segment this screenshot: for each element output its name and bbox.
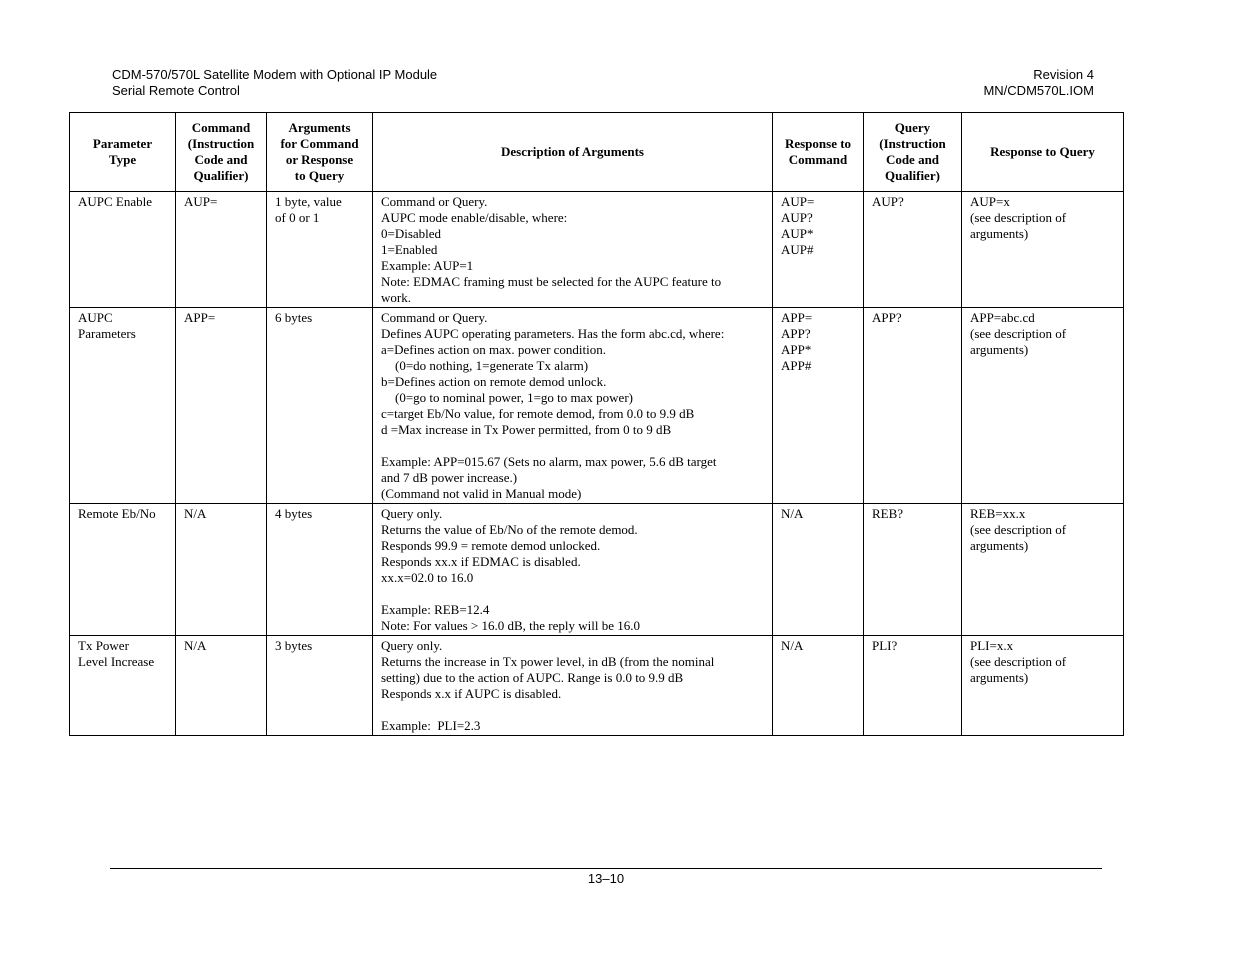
cell-line: Command or Query. — [381, 310, 488, 325]
command-cell — [176, 636, 267, 736]
table-body — [70, 192, 1124, 736]
document-title: CDM-570/570L Satellite Modem with Optional IP Module — [112, 67, 438, 82]
command-table — [69, 112, 1124, 736]
cell-line: Query only. — [381, 506, 443, 521]
page-header-right — [983, 67, 1094, 99]
header-line: Parameter — [92, 136, 153, 151]
cell-line: setting) due to the action of AUPC. Range is 0.0 to 9.9 dB — [381, 670, 684, 685]
response-to-command-cell — [773, 504, 864, 636]
cell-line: AUPC mode enable/disable, where: — [381, 210, 568, 225]
cell-line: AUP= — [781, 194, 815, 209]
response-to-command-cell — [773, 192, 864, 308]
query-cell — [864, 308, 962, 504]
cell-line: AUP# — [781, 242, 814, 257]
cell-line: AUPC — [78, 310, 113, 325]
command-cell — [176, 192, 267, 308]
cell-line — [381, 586, 766, 602]
cell-line: (see description of — [970, 210, 1067, 225]
cell-line: APP= — [781, 310, 813, 325]
cell-line: Example: REB=12.4 — [381, 602, 490, 617]
cell-line: Remote Eb/No — [78, 506, 156, 521]
cell-line: 0=Disabled — [381, 226, 442, 241]
response-to-command-cell — [773, 308, 864, 504]
cell-line: APP=abc.cd — [970, 310, 1035, 325]
header-line: (Instruction — [187, 136, 255, 151]
cell-line: APP# — [781, 358, 812, 373]
cell-line: REB? — [872, 506, 904, 521]
response-to-query-cell — [962, 308, 1124, 504]
description-cell — [373, 504, 773, 636]
arguments-header — [267, 113, 373, 192]
header-line: Description of Arguments — [501, 144, 644, 159]
cell-line: arguments) — [970, 226, 1029, 241]
cell-line: 1=Enabled — [381, 242, 438, 257]
cell-line: Defines AUPC operating parameters. Has the form abc.cd, where: — [381, 326, 725, 341]
query-cell — [864, 636, 962, 736]
cell-line: (Command not valid in Manual mode) — [381, 486, 582, 501]
arguments-cell — [267, 308, 373, 504]
response-to-query-header — [962, 113, 1124, 192]
footer-divider — [110, 868, 1102, 869]
header-line: Type — [108, 152, 137, 167]
cell-line: 4 bytes — [275, 506, 313, 521]
cell-line: and 7 dB power increase.) — [381, 470, 518, 485]
cell-line: AUPC Enable — [78, 194, 153, 209]
header-line: Query — [894, 120, 931, 135]
cell-line: AUP=x — [970, 194, 1010, 209]
query-header — [864, 113, 962, 192]
header-line: Response to Query — [990, 144, 1095, 159]
cell-line: N/A — [781, 506, 804, 521]
header-line: or Response — [285, 152, 354, 167]
cell-line: PLI=x.x — [970, 638, 1014, 653]
description-header — [373, 113, 773, 192]
page-number: 13–10 — [587, 871, 625, 886]
cell-line: Parameters — [78, 326, 136, 341]
parameter-type-cell — [70, 636, 176, 736]
table-row — [70, 308, 1124, 504]
parameter-type-header — [70, 113, 176, 192]
cell-line: of 0 or 1 — [275, 210, 320, 225]
cell-line: a=Defines action on max. power condition. — [381, 342, 607, 357]
response-to-query-cell — [962, 636, 1124, 736]
header-line: to Query — [294, 168, 345, 183]
arguments-cell — [267, 192, 373, 308]
command-header — [176, 113, 267, 192]
cell-line: Tx Power — [78, 638, 129, 653]
table-row — [70, 636, 1124, 736]
response-to-command-cell — [773, 636, 864, 736]
cell-line: REB=xx.x — [970, 506, 1026, 521]
header-line: Arguments — [288, 120, 351, 135]
cell-line: AUP? — [872, 194, 904, 209]
section-title: Serial Remote Control — [112, 83, 240, 98]
table-row — [70, 504, 1124, 636]
cell-line: Responds xx.x if EDMAC is disabled. — [381, 554, 581, 569]
cell-line: (0=go to nominal power, 1=go to max power) — [395, 390, 633, 405]
cell-line: (see description of — [970, 326, 1067, 341]
cell-line: (see description of — [970, 654, 1067, 669]
header-line: Code and — [194, 152, 248, 167]
header-line: for Command — [280, 136, 359, 151]
header-line: Code and — [885, 152, 940, 167]
cell-line: 3 bytes — [275, 638, 313, 653]
cell-line: (see description of — [970, 522, 1067, 537]
description-cell — [373, 192, 773, 308]
cell-line: AUP? — [781, 210, 813, 225]
cell-line: work. — [381, 290, 411, 305]
cell-line: (0=do nothing, 1=generate Tx alarm) — [395, 358, 589, 373]
query-cell — [864, 504, 962, 636]
header-line: (Instruction — [879, 136, 946, 151]
cell-line: Query only. — [381, 638, 443, 653]
cell-line: b=Defines action on remote demod unlock. — [381, 374, 607, 389]
revision-label: Revision 4 — [1033, 67, 1094, 82]
cell-line: 6 bytes — [275, 310, 313, 325]
arguments-cell — [267, 636, 373, 736]
cell-line: d =Max increase in Tx Power permitted, from 0 to 9 dB — [381, 422, 672, 437]
cell-line: Returns the value of Eb/No of the remote demod. — [381, 522, 638, 537]
cell-line: Note: EDMAC framing must be selected for the AUPC feature to — [381, 274, 722, 289]
cell-line: APP= — [184, 310, 216, 325]
page-header-left — [112, 67, 437, 99]
cell-line: Command or Query. — [381, 194, 488, 209]
response-to-command-header — [773, 113, 864, 192]
header-line: Qualifier) — [885, 168, 940, 183]
cell-line: Responds x.x if AUPC is disabled. — [381, 686, 562, 701]
cell-line: AUP= — [184, 194, 218, 209]
parameter-type-cell — [70, 192, 176, 308]
cell-line: xx.x=02.0 to 16.0 — [381, 570, 474, 585]
cell-line: APP? — [781, 326, 811, 341]
cell-line: c=target Eb/No value, for remote demod, from 0.0 to 9.9 dB — [381, 406, 695, 421]
response-to-query-cell — [962, 504, 1124, 636]
query-cell — [864, 192, 962, 308]
cell-line: arguments) — [970, 342, 1029, 357]
parameter-type-cell — [70, 308, 176, 504]
description-cell — [373, 636, 773, 736]
cell-line: Example: PLI=2.3 — [381, 718, 481, 733]
table-header-row — [70, 113, 1124, 192]
header-line: Command — [788, 152, 848, 167]
header-line: Command — [191, 120, 251, 135]
cell-line: APP* — [781, 342, 812, 357]
cell-line — [381, 438, 766, 454]
response-to-query-cell — [962, 192, 1124, 308]
cell-line: N/A — [184, 638, 207, 653]
command-cell — [176, 308, 267, 504]
description-cell — [373, 308, 773, 504]
command-cell — [176, 504, 267, 636]
header-line: Qualifier) — [193, 168, 249, 183]
arguments-cell — [267, 504, 373, 636]
header-line: Response to — [784, 136, 852, 151]
cell-line: Responds 99.9 = remote demod unlocked. — [381, 538, 601, 553]
document-id: MN/CDM570L.IOM — [983, 83, 1094, 98]
cell-line: arguments) — [970, 538, 1029, 553]
cell-line: PLI? — [872, 638, 898, 653]
parameter-type-cell — [70, 504, 176, 636]
cell-line: APP? — [872, 310, 902, 325]
cell-line: AUP* — [781, 226, 814, 241]
cell-line: Note: For values > 16.0 dB, the reply will be 16.0 — [381, 618, 640, 633]
cell-line: arguments) — [970, 670, 1029, 685]
cell-line: Returns the increase in Tx power level, in dB (from the nominal — [381, 654, 715, 669]
cell-line: N/A — [781, 638, 804, 653]
cell-line: Level Increase — [78, 654, 155, 669]
cell-line: 1 byte, value — [275, 194, 342, 209]
cell-line: Example: APP=015.67 (Sets no alarm, max power, 5.6 dB target — [381, 454, 717, 469]
cell-line: Example: AUP=1 — [381, 258, 474, 273]
cell-line: N/A — [184, 506, 207, 521]
table-row — [70, 192, 1124, 308]
cell-line — [381, 702, 766, 718]
